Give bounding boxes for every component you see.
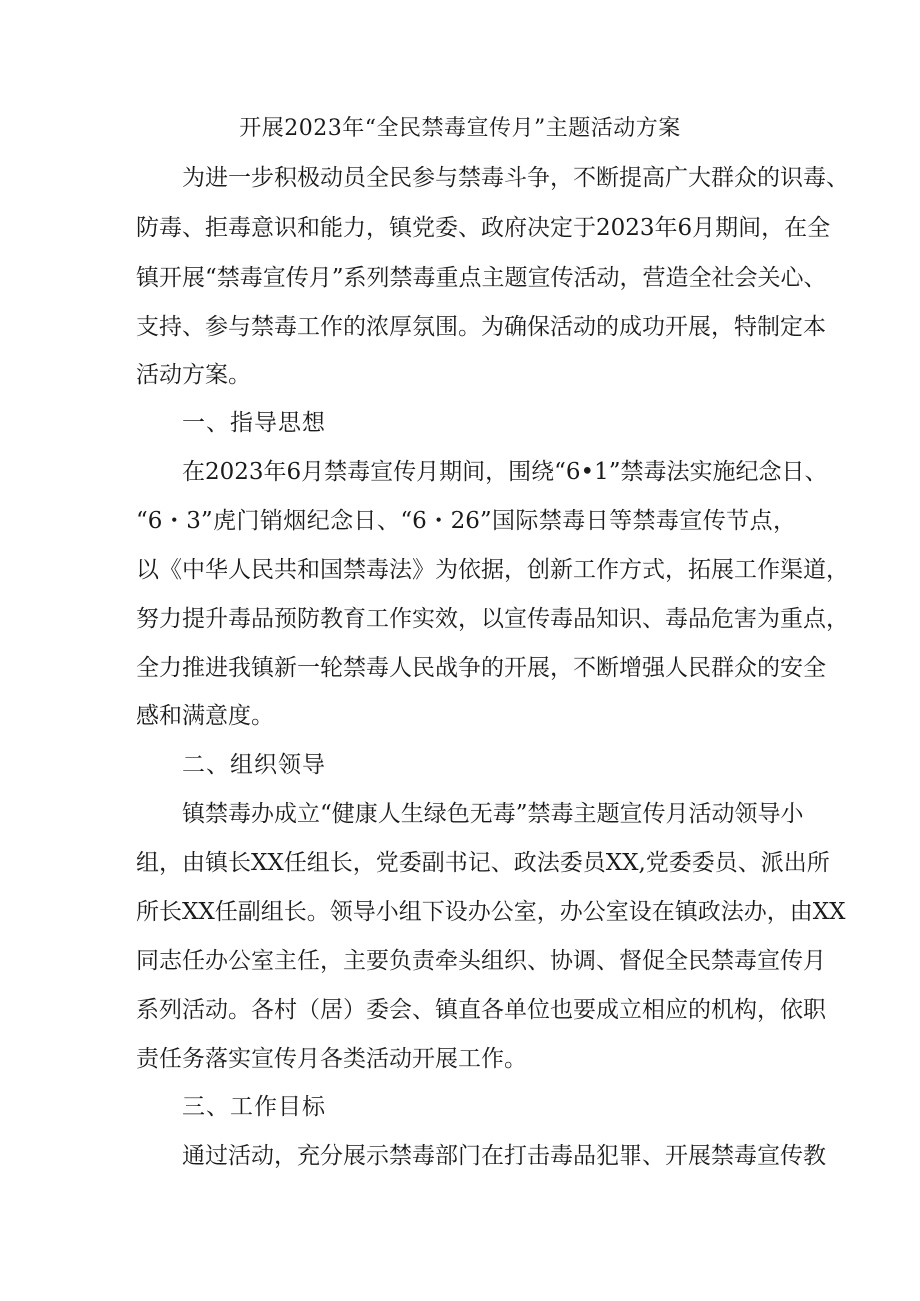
- paragraph-line: 防毒、拒毒意识和能力，镇党委、政府决定于2023年6月期间，在全: [136, 215, 831, 241]
- document-title: 开展2023年“全民禁毒宣传月”主题活动方案: [239, 116, 681, 141]
- paragraph-line: 全力推进我镇新一轮禁毒人民战争的开展，不断增强人民群众的安全: [136, 655, 826, 681]
- paragraph-line: 感和满意度。: [136, 703, 274, 729]
- paragraph-line: 通过活动，充分展示禁毒部门在打击毒品犯罪、开展禁毒宣传教: [182, 1143, 826, 1169]
- paragraph-line: 责任务落实宣传月各类活动开展工作。: [136, 1046, 527, 1072]
- paragraph-line: 为进一步积极动员全民参与禁毒斗争，不断提高广大群众的识毒、: [182, 165, 849, 191]
- paragraph-line: “6・3”虎门销烟纪念日、“6・26”国际禁毒日等禁毒宣传节点，: [136, 508, 796, 534]
- section-heading: 一、指导思想: [182, 410, 326, 436]
- paragraph-line: 所长XX任副组长。领导小组下设办公室，办公室设在镇政法办，由XX: [136, 899, 846, 925]
- paragraph-line: 组，由镇长XX任组长，党委副书记、政法委员XX,党委委员、派出所: [136, 850, 830, 876]
- paragraph-line: 支持、参与禁毒工作的浓厚氛围。为确保活动的成功开展，特制定本: [136, 314, 826, 340]
- paragraph-line: 镇开展“禁毒宣传月”系列禁毒重点主题宣传活动，营造全社会关心、: [136, 265, 827, 291]
- section-heading: 二、组织领导: [182, 752, 326, 778]
- paragraph-line: 系列活动。各村（居）委会、镇直各单位也要成立相应的机构，依职: [136, 997, 826, 1023]
- paragraph-line: 活动方案。: [136, 362, 251, 388]
- paragraph-line: 同志任办公室主任，主要负责牵头组织、协调、督促全民禁毒宣传月: [136, 948, 826, 974]
- paragraph-line: 以《中华人民共和国禁毒法》为依据，创新工作方式，拓展工作渠道，: [136, 557, 849, 583]
- section-heading: 三、工作目标: [182, 1094, 326, 1120]
- paragraph-line: 在2023年6月禁毒宣传月期间，围绕“6•1”禁毒法实施纪念日、: [182, 459, 828, 485]
- paragraph-line: 努力提升毒品预防教育工作实效，以宣传毒品知识、毒品危害为重点，: [136, 606, 849, 632]
- paragraph-line: 镇禁毒办成立“健康人生绿色无毒”禁毒主题宣传月活动领导小: [182, 801, 804, 827]
